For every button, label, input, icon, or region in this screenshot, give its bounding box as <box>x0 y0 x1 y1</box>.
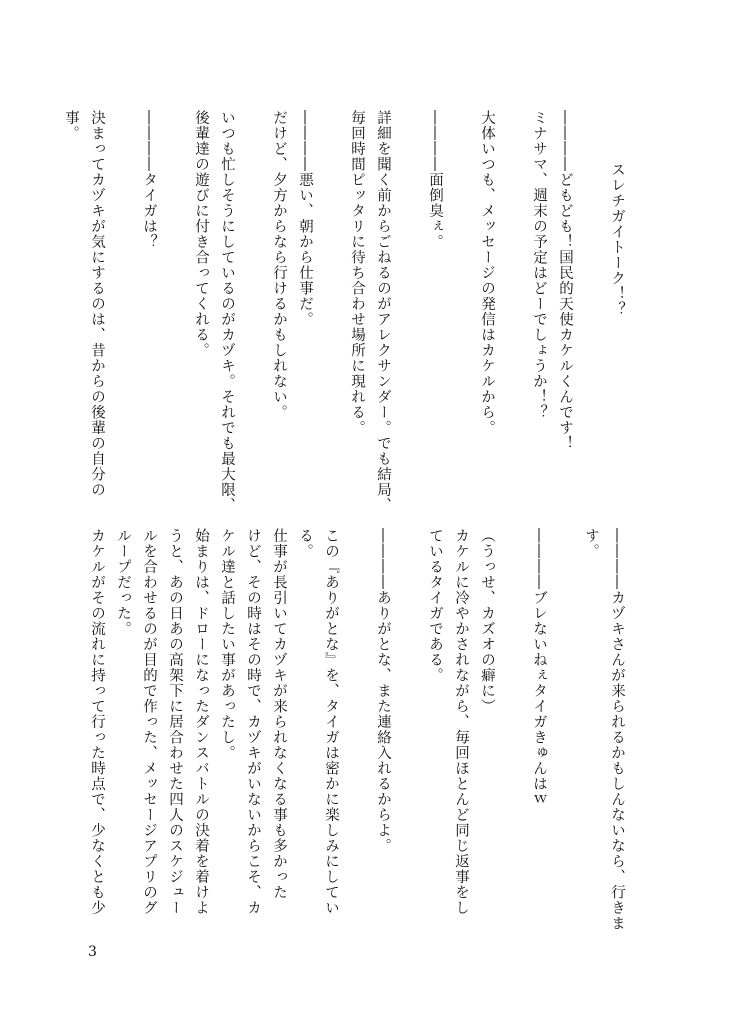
text-line: ――――面倒臭ぇ。 <box>427 110 443 250</box>
text-line: ループだった。 <box>115 528 131 637</box>
text-line: ルを合わせるのが目的で作った、メッセージアプリのグ <box>141 528 157 916</box>
text-line: いつも忙しそうにしているのがカヅキ。それでも最大限、 <box>219 110 235 513</box>
chapter-title: スレチガイトーク！？ <box>609 162 625 317</box>
text-line: カケルに冷やかされながら、毎回ほとんど同じ返事をし <box>453 528 469 916</box>
text-line <box>344 528 370 914</box>
text-line: だけど、夕方からなら行けるかもしれない。 <box>271 110 287 420</box>
text-line: す。 <box>583 528 599 559</box>
text-line: 詳細を聞く前からごねるのがアレクサンダー。でも結局、 <box>375 110 391 513</box>
text-line: る。 <box>297 528 313 559</box>
page-number: 3 <box>88 944 97 960</box>
text-line <box>396 110 422 502</box>
text-line <box>110 110 136 502</box>
text-line <box>552 528 578 914</box>
text-line <box>162 110 188 502</box>
text-line <box>448 110 474 502</box>
text-line: 始まりは、ドローになったダンスバトルの決着を着けよ <box>193 528 209 916</box>
text-line: ――――ブレないねぇタイガきゅんはｗ <box>531 528 547 807</box>
text-line <box>396 528 422 914</box>
text-line <box>500 528 526 914</box>
text-line <box>578 110 604 502</box>
text-line: ケル達と話したい事があったし。 <box>219 528 235 761</box>
text-line: （うっせ、カズオの癖に） <box>479 528 495 714</box>
text-line: 決まってカヅキが気にするのは、昔からの後輩の自分の <box>89 110 105 498</box>
text-line: ――――どもども！国民的天使カケルくんです！ <box>557 110 573 451</box>
text-line: 大体いつも、メッセージの発信はカケルから。 <box>479 110 495 436</box>
text-line: ――――悪い、朝から仕事だ。 <box>297 110 313 327</box>
text-line: ミナサマ、週末の予定はどーでしょうか！？ <box>531 110 547 420</box>
text-line: ――――ありがとな、また連絡入れるからよ。 <box>375 528 391 854</box>
text-line: 毎回時間ピッタリに待ち合わせ場所に現れる。 <box>349 110 365 436</box>
text-line: 事。 <box>63 110 79 141</box>
text-line: ――――タイガは？ <box>141 110 157 250</box>
text-line: うと、あの日あの高架下に居合わせた四人のスケジュー <box>167 528 183 916</box>
text-line <box>240 110 266 502</box>
text-line: ているタイガである。 <box>427 528 443 683</box>
text-line: けど、その時はその時で、カヅキがいないからこそ、カ <box>245 528 261 916</box>
text-line: ――――カヅキさんが来られるかもしんないなら、行きま <box>609 528 625 931</box>
lower-text-block <box>89 528 630 931</box>
text-line: この『ありがとな』を、タイガは密かに楽しみにしてい <box>323 528 339 916</box>
upper-text-block <box>63 110 630 513</box>
text-line: カケルがその流れに持って行った時点で、少なくとも少 <box>89 528 105 916</box>
text-line: 後輩達の遊びに付き合ってくれる。 <box>193 110 209 358</box>
text-line: 仕事が長引いてカヅキが来られなくなる事も多かった <box>271 528 287 900</box>
text-line <box>318 110 344 502</box>
text-line <box>500 110 526 502</box>
